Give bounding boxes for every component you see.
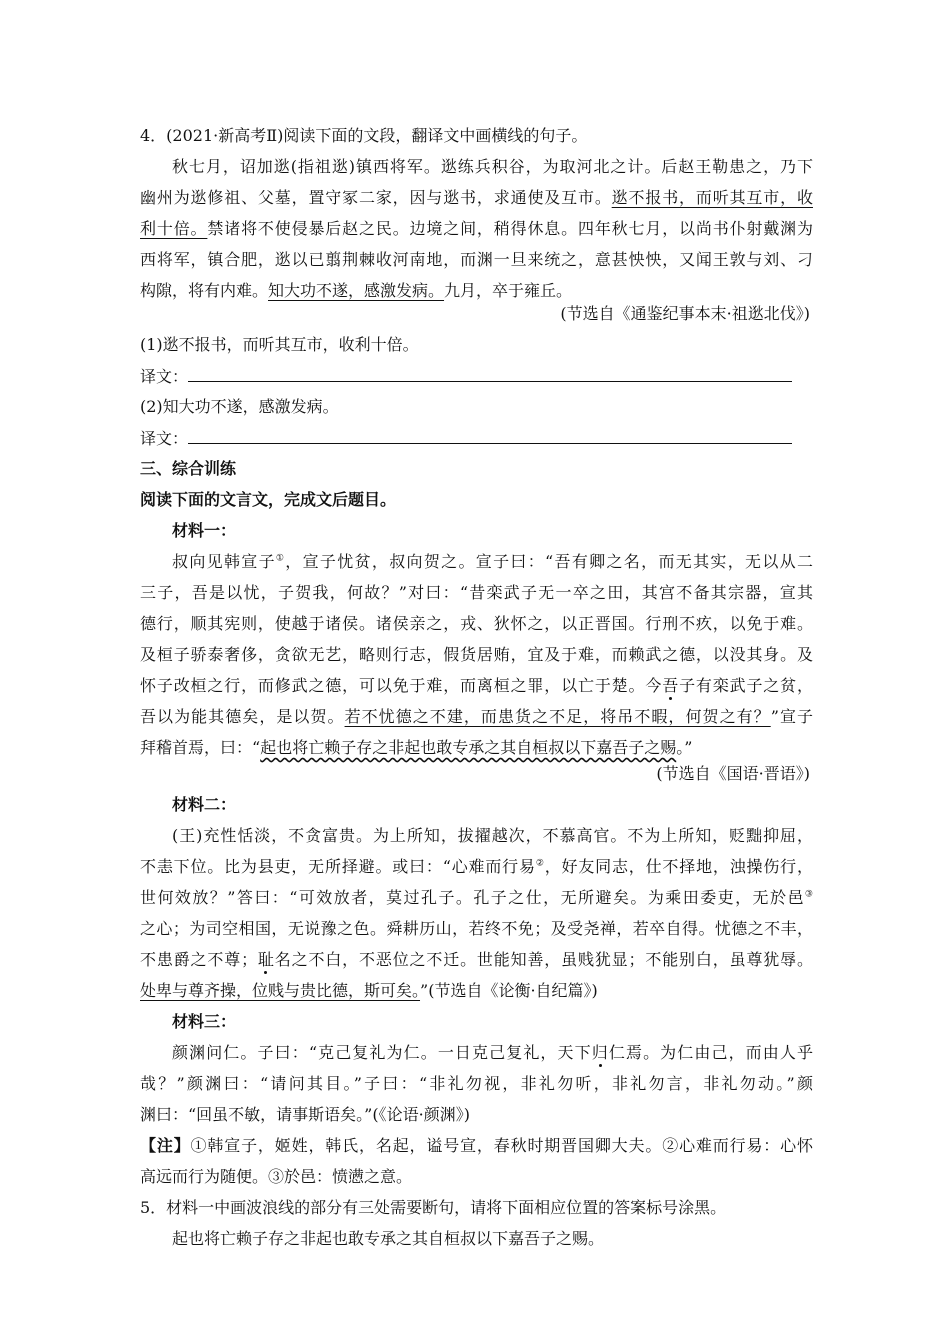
m1-line: 拜稽首焉，曰：“起也将亡赖子存之非起也敢专承之其自桓叔以下嘉吾子之赐。” (140, 738, 693, 757)
q4-passage-line: 利十倍。禁诸将不使侵暴后赵之民。边境之间，稍得休息。四年秋七月，以尚书仆射戴渊为 (140, 219, 813, 238)
m3-line: 颜渊问仁。子曰：“克己复礼为仁。一日克己复礼，天下归仁焉。为仁由己，而由人乎 (172, 1043, 813, 1062)
m1-line: 怀子改桓之行，而修武之德，可以免于难，而离桓之罪，以亡于楚。今吾子有栾武子之贫， (140, 676, 813, 695)
q4-passage-line: 西将军，镇合肥，逖以已翦荆棘收河南地，而渊一旦来统之，意甚怏怏，又闻王敦与刘、刁 (140, 250, 813, 269)
answer-blank[interactable] (188, 364, 792, 382)
q4-translation-2: 译文： (140, 426, 792, 451)
answer-blank[interactable] (188, 426, 792, 444)
m1-wavy-underlined-sentence: 起也将亡赖子存之非起也敢专承之其自桓叔以下嘉吾子之赐 (260, 738, 677, 757)
m1-line: 吾以为能其德矣，是以贺。若不忧德之不建，而患货之不足，将吊不暇，何贺之有？”宣子 (140, 707, 813, 726)
m1-line: 德行，顺其宪则，使越于诸侯。诸侯亲之，戎、狄怀之，以正晋国。行刑不疚，以免于难。 (140, 614, 813, 633)
q5-stem: 5．材料一中画波浪线的部分有三处需要断句，请将下面相应位置的答案标号涂黑。 (140, 1198, 727, 1217)
q4-stem: 4．(2021·新高考Ⅱ)阅读下面的文段，翻译文中画横线的句子。 (140, 126, 588, 145)
q4-underlined-sentence-1-cont: 利十倍。 (140, 219, 208, 238)
emphasis-dot-char: 归 (591, 1043, 609, 1062)
m2-line: 处卑与尊齐操，位贱与贵比德，斯可矣。”(节选自《论衡·自纪篇》) (140, 981, 598, 1000)
m1-line: 三子，吾是以忧，子贺我，何故？”对曰：“昔栾武子无一卒之田，其宫不备其宗器，宣其 (140, 583, 813, 602)
section-heading: 三、综合训练 (140, 459, 237, 478)
section-instruction: 阅读下面的文言文，完成文后题目。 (140, 490, 397, 509)
q4-underlined-sentence-1: 逖不报书，而听其互市，收 (611, 188, 813, 207)
q5-sentence: 起也将亡赖子存之非起也敢专承之其自桓叔以下嘉吾子之赐。 (172, 1229, 605, 1248)
m1-line: 叔向见韩宣子①，宣子忧贫，叔向贺之。宣子曰：“吾有卿之名，而无其实，无以从二 (172, 552, 813, 571)
emphasis-dot-char: 吾 (662, 676, 680, 695)
q4-translation-1: 译文： (140, 364, 792, 389)
m2-line: 之心；为司空相国，无说豫之色。舜耕历山，若终不免；及受尧禅，若卒自得。忧德之不丰， (140, 919, 813, 938)
m2-underlined-sentence: 处卑与尊齐操，位贱与贵比德，斯可矣。 (140, 981, 421, 1000)
m2-line: 不恚下位。比为县吏，无所择避。或曰：“心难而行易②，好友同志，仕不择地，浊操伤行， (140, 857, 813, 876)
q4-source: (节选自《通鉴纪事本末·祖逖北伐》) (560, 304, 810, 323)
m2-line: 不患爵之不尊；耻名之不白，不恶位之不迁。世能知善，虽贱犹显；不能别白，虽尊犹辱。 (140, 950, 813, 969)
emphasis-dot-char: 耻 (257, 950, 275, 969)
material-3-title: 材料三： (172, 1012, 237, 1031)
m1-line: 及桓子骄泰奢侈，贪欲无艺，略则行志，假货居贿，宜及于难，而赖武之德，以没其身。及 (140, 645, 813, 664)
material-2-title: 材料二： (172, 795, 237, 814)
m2-line: 世何效放？”答曰：“可效放者，莫过孔子。孔子之仕，无所避矣。为乘田委吏，无於邑③ (140, 888, 813, 907)
notes-line: 【注】①韩宣子，姬姓，韩氏，名起，谥号宣，春秋时期晋国卿大夫。②心难而行易：心怀 (140, 1136, 813, 1155)
notes-label: 【注】 (140, 1136, 191, 1155)
q4-passage-line: 构隙，将有内难。知大功不遂，感激发病。九月，卒于雍丘。 (140, 281, 573, 300)
m1-underlined-sentence: 若不忧德之不建，而患货之不足，将吊不暇，何贺之有？ (344, 707, 771, 726)
q4-underlined-sentence-2: 知大功不遂，感激发病。 (268, 281, 445, 300)
q4-subquestion-2: (2)知大功不遂，感激发病。 (140, 397, 339, 416)
material-1-title: 材料一： (172, 521, 237, 540)
q4-subquestion-1: (1)逖不报书，而听其互市，收利十倍。 (140, 335, 419, 354)
notes-line: 高远而行为随便。③於邑：愤懑之意。 (140, 1167, 413, 1186)
m3-line: 哉？”颜渊曰：“请问其目。”子曰：“非礼勿视，非礼勿听，非礼勿言，非礼勿动。”颜 (140, 1074, 813, 1093)
m2-line: (王)充性恬淡，不贪富贵。为上所知，拔擢越次，不慕高官。不为上所知，贬黜抑屈， (172, 826, 813, 845)
q4-passage-line: 秋七月，诏加逖(指祖逖)镇西将军。逖练兵积谷，为取河北之计。后赵王勒患之，乃下 (172, 157, 813, 176)
q4-passage-line: 幽州为逖修祖、父墓，置守冢二家，因与逖书，求通使及互市。逖不报书，而听其互市，收 (140, 188, 813, 207)
m1-source: (节选自《国语·晋语》) (656, 764, 810, 783)
m3-line: 渊曰：“回虽不敏，请事斯语矣。”(《论语·颜渊》) (140, 1105, 470, 1124)
